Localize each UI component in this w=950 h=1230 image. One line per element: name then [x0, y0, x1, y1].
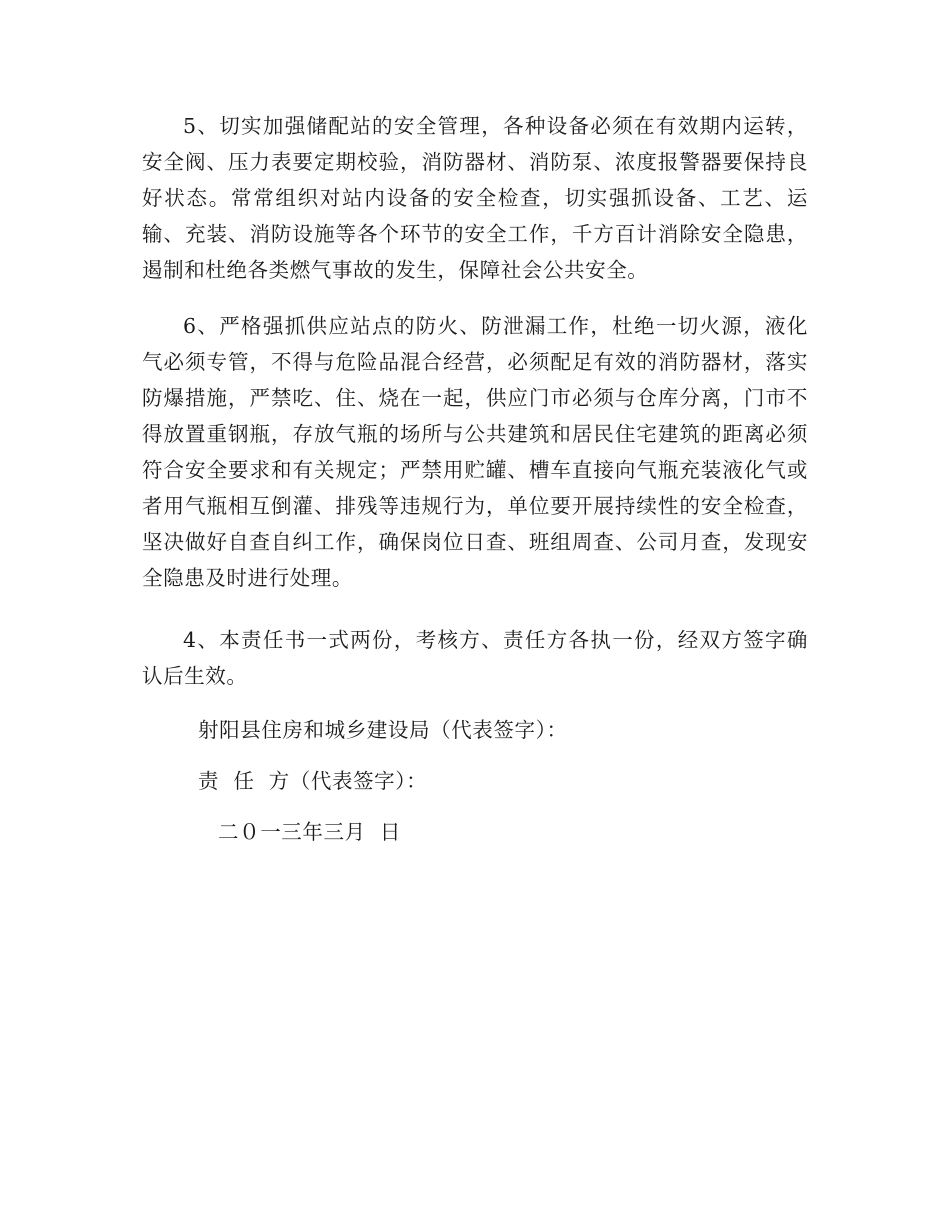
- clause-5-paragraph: 5、切实加强储配站的安全管理，各种设备必须在有效期内运转，安全阀、压力表要定期校验，消防器材、消防泵、浓度报警器要保持良好状态。常常组织对站内设备的安全检查，切实强抓设备、工艺、运输、充装、消防设施等各个环节的安全工作，千方百计消除安全隐患，遏制和杜绝各类燃气事故的发生，保障社会公共安全。: [142, 114, 808, 282]
- date-line: 二０一三年三月 日: [218, 820, 402, 844]
- clause-4-paragraph: 4、本责任书一式两份，考核方、责任方各执一份，经双方签字确认后生效。: [142, 628, 808, 688]
- bureau-signature-line: 射阳县住房和城乡建设局（代表签字）：: [198, 718, 568, 742]
- clause-6-paragraph: 6、严格强抓供应站点的防火、防泄漏工作，杜绝一切火源，液化气必须专管，不得与危险品混合经营，必须配足有效的消防器材，落实防爆措施，严禁吃、住、烧在一起，供应门市必须与仓库分离，门市不得放置重钢瓶，存放气瓶的场所与公共建筑和居民住宅建筑的距离必须符合安全要求和有关规定；严禁用贮罐、槽车直接向气瓶充装液化气或者用气瓶相互倒灌、排残等违规行为，单位要开展持续性的安全检查，坚决做好自查自纠工作，确保岗位日查、班组周查、公司月查，发现安全隐患及时进行处理。: [142, 314, 808, 590]
- responsible-party-signature-line: 责 任 方（代表签字）：: [198, 769, 428, 793]
